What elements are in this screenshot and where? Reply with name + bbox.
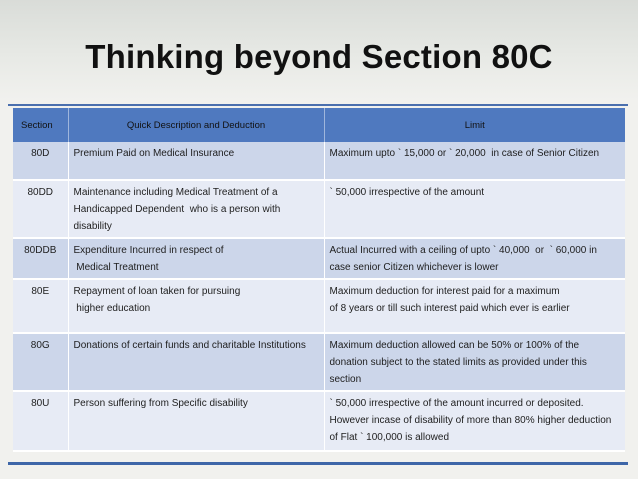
row-limit: Maximum upto ` 15,000 or ` 20,000 in case of Senior Citizen [324, 142, 625, 180]
row-section: 80G [13, 333, 68, 391]
row-description: Person suffering from Specific disability [68, 391, 324, 451]
row-description: Donations of certain funds and charitable Institutions [68, 333, 324, 391]
table-row [13, 180, 625, 238]
slide-title: Thinking beyond Section 80C [85, 38, 553, 75]
row-section: 80U [13, 391, 68, 451]
row-limit: Maximum deduction allowed can be 50% or 100% of the donation subject to the stated limits as provided under this section [324, 333, 625, 391]
table-row [13, 279, 625, 333]
row-limit: ` 50,000 irrespective of the amount [324, 180, 625, 238]
row-description: Expenditure Incurred in respect of Medical Treatment [68, 238, 324, 279]
header-limit: Limit [324, 108, 625, 142]
top-divider [8, 104, 628, 106]
row-section: 80D [13, 142, 68, 180]
deductions-table [13, 108, 625, 452]
table-row [13, 333, 625, 391]
row-limit: Actual Incurred with a ceiling of upto ` 40,000 or ` 60,000 in case senior Citizen whichever is lower [324, 238, 625, 279]
row-description: Premium Paid on Medical Insurance [68, 142, 324, 180]
row-section: 80DDB [13, 238, 68, 279]
row-description: Repayment of loan taken for pursuing higher education [68, 279, 324, 333]
header-section: Section [13, 108, 68, 142]
row-section: 80DD [13, 180, 68, 238]
table-row [13, 238, 625, 279]
header-description: Quick Description and Deduction [68, 108, 324, 142]
row-description: Maintenance including Medical Treatment of a Handicapped Dependent who is a person with disability [68, 180, 324, 238]
table-header-row [13, 108, 625, 142]
bottom-divider [8, 462, 628, 465]
row-limit: ` 50,000 irrespective of the amount incurred or deposited. However incase of disability of more than 80% higher deduction of Flat ` 100,000 is allowed [324, 391, 625, 451]
table-row [13, 142, 625, 180]
row-section: 80E [13, 279, 68, 333]
row-limit: Maximum deduction for interest paid for a maximum of 8 years or till such interest paid which ever is earlier [324, 279, 625, 333]
table-row [13, 391, 625, 451]
